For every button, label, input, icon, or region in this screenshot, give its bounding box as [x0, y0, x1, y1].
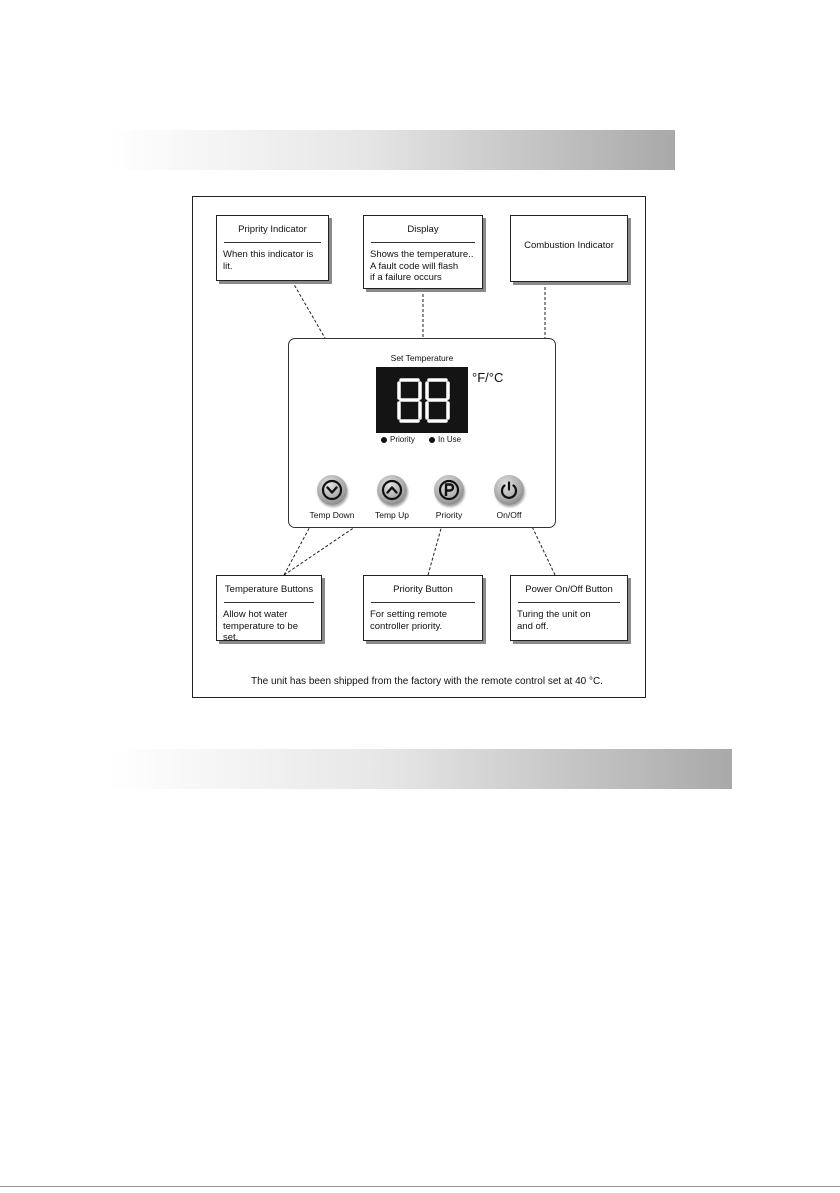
priority-p-icon [434, 475, 464, 505]
callout-power-button-title: Power On/Off Button [525, 584, 613, 595]
temp-down-label: Temp Down [309, 510, 355, 520]
temperature-display [376, 367, 468, 433]
priority-indicator-light [381, 437, 387, 443]
in-use-indicator-light [429, 437, 435, 443]
divider [518, 602, 620, 603]
temp-down-button[interactable] [317, 475, 347, 505]
on-off-label: On/Off [496, 510, 522, 520]
seven-segment-digits [376, 367, 468, 433]
digit-2 [427, 380, 448, 421]
in-use-indicator-label: In Use [438, 435, 462, 444]
factory-setting-note: The unit has been shipped from the factory with the remote control set at 40 °C. [251, 676, 603, 687]
digit-1 [399, 380, 420, 421]
priority-indicator-label: Priority [390, 435, 415, 444]
temp-up-label: Temp Up [374, 510, 409, 520]
callout-combustion-indicator [510, 215, 628, 282]
divider [224, 242, 321, 243]
chevron-up-icon [377, 475, 407, 505]
power-icon [494, 475, 524, 505]
callout-priority-indicator-title: Priprity Indicator [238, 224, 307, 235]
callout-priority-button-text: For setting remote controller priority. [370, 609, 448, 632]
callout-temperature-buttons [216, 575, 322, 641]
divider [371, 602, 475, 603]
units-label: °F/°C [472, 370, 504, 385]
priority-button-label: Priority [435, 510, 463, 520]
callout-power-button [510, 575, 628, 641]
callout-priority-indicator-text: When this indicator is lit. [223, 249, 314, 272]
temp-up-button[interactable] [377, 475, 407, 505]
priority-button[interactable] [434, 475, 464, 505]
callout-priority-indicator [216, 215, 329, 281]
callout-combustion-indicator-title: Combustion Indicator [524, 240, 614, 251]
callout-priority-button-title: Priority Button [393, 584, 453, 595]
divider [224, 602, 314, 603]
callout-display-title: Display [407, 224, 439, 235]
set-temperature-label: Set Temperature [390, 353, 454, 363]
callout-priority-button [363, 575, 483, 641]
callout-temperature-buttons-title: Temperature Buttons [224, 584, 314, 595]
power-button[interactable] [494, 475, 524, 505]
callout-display [363, 215, 483, 289]
callout-display-text: Shows the temperature.. A fault code will flash if a failure occurs [370, 249, 474, 283]
callout-temperature-buttons-text: Allow hot water temperature to be set. [223, 609, 298, 643]
divider [371, 242, 475, 243]
chevron-down-icon [317, 475, 347, 505]
callout-power-button-text: Turing the unit on and off. [517, 609, 591, 632]
